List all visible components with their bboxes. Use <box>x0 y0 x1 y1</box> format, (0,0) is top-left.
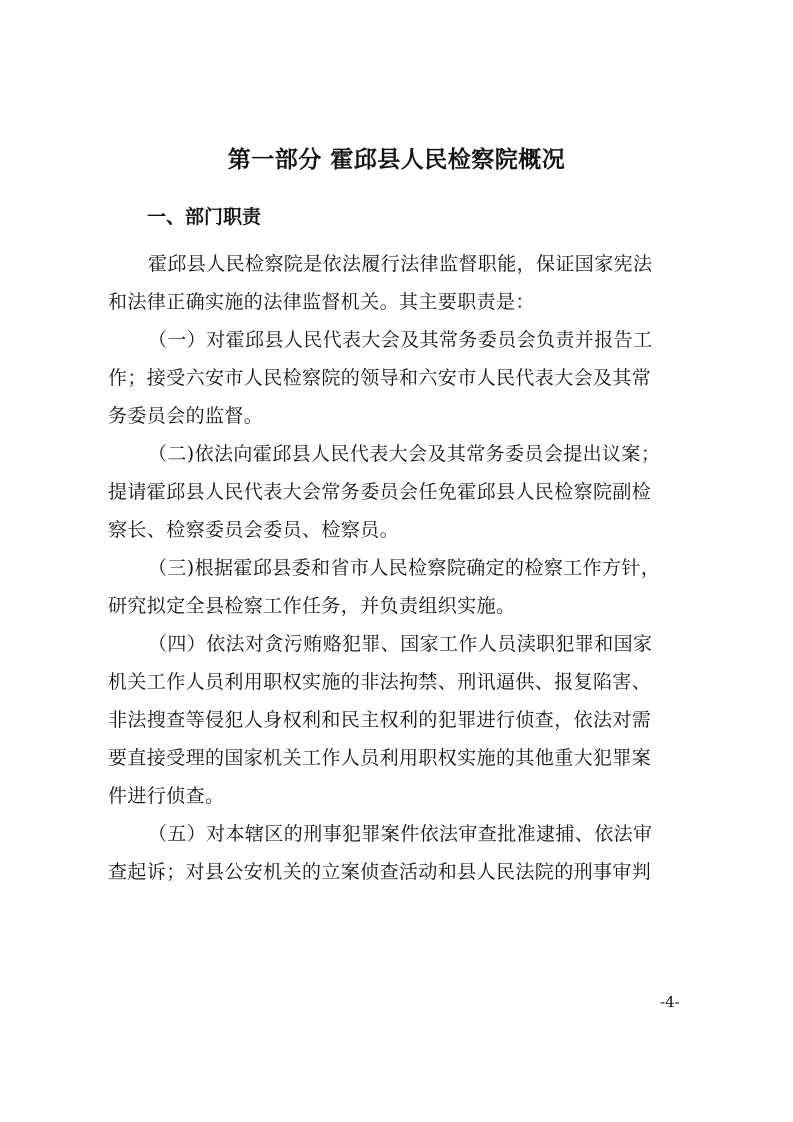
text-line: 要直接受理的国家机关工作人员利用职权实施的其他重大犯罪案 <box>108 747 652 769</box>
text-line: 研究拟定全县检察工作任务，并负责组织实施。 <box>108 595 516 617</box>
paragraph-intro <box>108 245 708 321</box>
text-line: （三)根据霍邱县委和省市人民检察院确定的检察工作方针， <box>148 557 661 579</box>
text-line: 机关工作人员利用职权实施的非法拘禁、刑讯逼供、报复陷害、 <box>108 671 652 693</box>
paragraph-duty-3 <box>108 549 708 625</box>
text-line: 霍邱县人民检察院是依法履行法律监督职能，保证国家宪法 <box>148 253 653 275</box>
paragraph-duty-5 <box>108 815 708 891</box>
text-line: （五）对本辖区的刑事犯罪案件依法审查批准逮捕、依法审 <box>148 823 653 845</box>
text-line: 查起诉；对县公安机关的立案侦查活动和县人民法院的刑事审判 <box>108 861 652 883</box>
text-line: 察长、检察委员会委员、检察员。 <box>108 519 400 541</box>
text-line: （四）依法对贪污贿赂犯罪、国家工作人员渎职犯罪和国家 <box>148 633 653 655</box>
text-line: （二)依法向霍邱县人民代表大会及其常务委员会提出议案； <box>148 443 661 465</box>
page-number: -4- <box>660 993 680 1011</box>
text-line: 务委员会的监督。 <box>108 405 264 427</box>
text-line: 作；接受六安市人民检察院的领导和六安市人民代表大会及其常 <box>108 367 652 389</box>
paragraph-duty-2 <box>108 435 708 549</box>
text-line: 非法搜查等侵犯人身权利和民主权利的犯罪进行侦查，依法对需 <box>108 709 652 731</box>
paragraph-duty-4 <box>108 625 708 815</box>
text-line: 和法律正确实施的法律监督机关。其主要职责是： <box>108 291 535 313</box>
section-heading: 一、部门职责 <box>147 206 262 228</box>
text-line: 提请霍邱县人民代表大会常务委员会任免霍邱县人民检察院副检 <box>108 481 652 503</box>
page-title: 第一部分 霍邱县人民检察院概况 <box>227 147 566 173</box>
text-line: 件进行侦查。 <box>108 785 225 807</box>
text-line: （一）对霍邱县人民代表大会及其常务委员会负责并报告工 <box>148 329 653 351</box>
paragraph-duty-1 <box>108 321 708 435</box>
body-text <box>108 245 708 891</box>
